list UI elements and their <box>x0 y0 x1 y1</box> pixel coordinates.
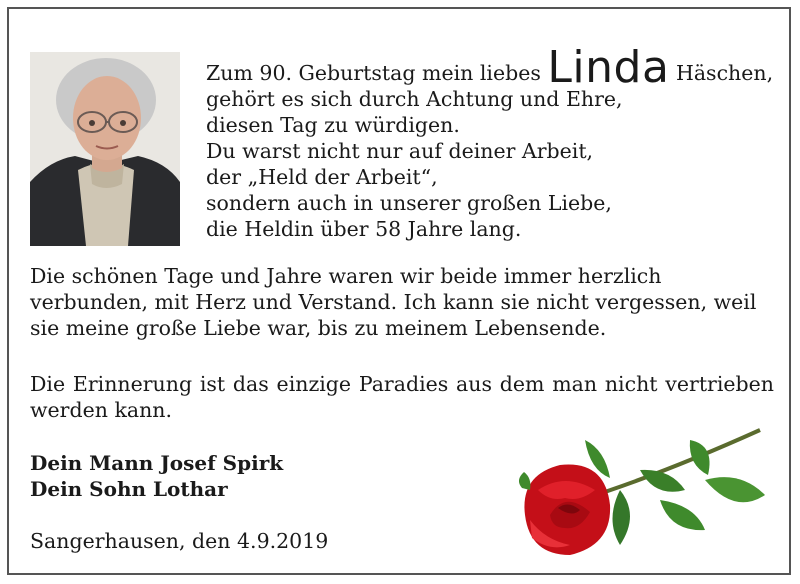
verse-line: gehört es sich durch Achtung und Ehre, <box>206 87 623 111</box>
signature-block <box>30 450 283 502</box>
verse-line: der „Held der Arbeit“, <box>206 165 438 189</box>
poem-verse <box>206 42 774 242</box>
portrait-photo <box>30 52 180 246</box>
name-highlight: Linda <box>547 42 670 93</box>
verse-line-1: Zum 90. Geburtstag mein liebes Linda Häschen, <box>206 42 774 93</box>
verse-line: diesen Tag zu würdigen. <box>206 113 460 137</box>
red-rose-image <box>510 420 780 570</box>
verse-line: die Heldin über 58 Jahre lang. <box>206 217 522 241</box>
verse-line: sondern auch in unserer großen Liebe, <box>206 191 612 215</box>
place-date: Sangerhausen, den 4.9.2019 <box>30 529 329 553</box>
signature-son: Dein Sohn Lothar <box>30 477 228 501</box>
tribute-paragraph: Die schönen Tage und Jahre waren wir beide immer herzlich verbunden, mit Herz und Verstand. Ich kann sie nicht vergessen, weil sie meine große Liebe war, bis zu meinem Lebensende. <box>30 264 757 340</box>
quote-paragraph: Die Erinnerung ist das einzige Paradies aus dem man nicht vertrieben werden kann. <box>30 372 774 422</box>
verse-line: Du warst nicht nur auf deiner Arbeit, <box>206 139 594 163</box>
signature-husband: Dein Mann Josef Spirk <box>30 451 284 475</box>
